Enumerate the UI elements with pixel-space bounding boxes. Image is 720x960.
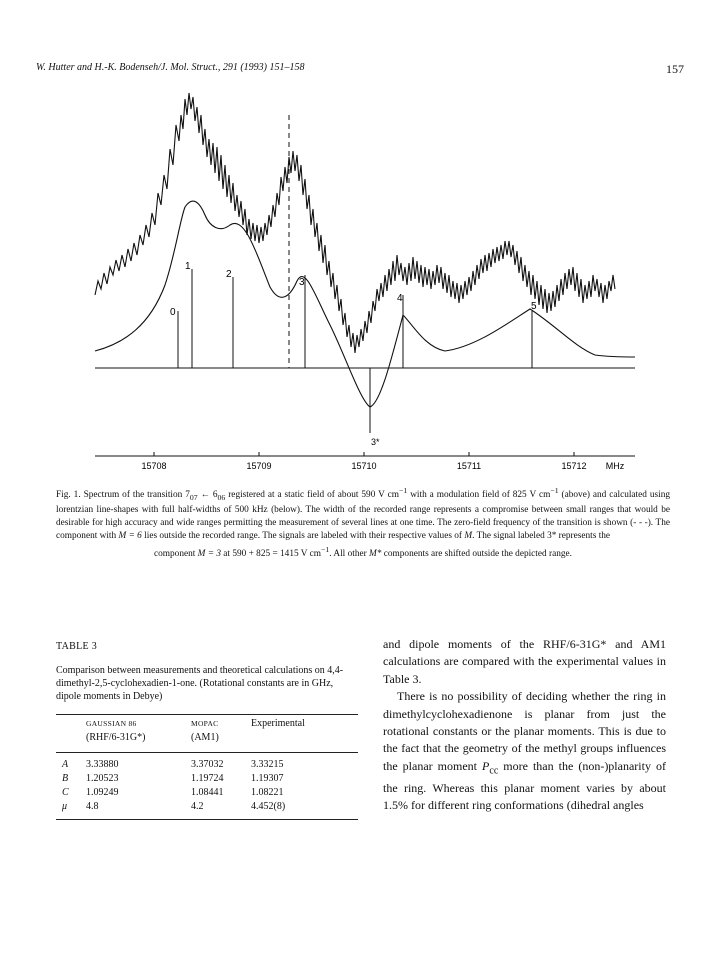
axis-tick-label-15712: 15712 <box>561 461 587 471</box>
comparison-table <box>56 718 358 820</box>
table-row: B 1.20523 1.19724 1.19307 <box>62 773 284 784</box>
spectrum-figure <box>85 85 645 475</box>
axis-tick-label-15710: 15710 <box>351 461 377 471</box>
body-paragraph-2: There is no possibility of deciding whether the ring in dimethylcyclohexadienone is planar from just the rotational constants or the planar moments. This is due to the fact that the geometry of the methyl groups influences the planar moment $P_{cc}$ more than the (non-)planarity of the ring. Whereas this planar moment varies by about 1.5% for different ring conformations (dihedral angles <box>383 689 666 813</box>
stick-label-5: 5 <box>531 301 537 312</box>
stick-label-3: 3 <box>299 277 305 288</box>
table-header-gaussian: GAUSSIAN 86 <box>86 719 137 728</box>
stick-label-2: 2 <box>226 269 232 280</box>
axis-tick-label-15711: 15711 <box>456 461 482 471</box>
stick-label-3star: 3* <box>371 437 380 447</box>
running-header <box>36 62 684 78</box>
axis-tick-label-15708: 15708 <box>141 461 167 471</box>
stick-label-0: 0 <box>170 307 176 318</box>
page-number: 157 <box>666 62 684 76</box>
table-description: Comparison between measurements and theoretical calculations on 4,4-dimethyl-2,5-cyclohexadien-1-one. (Rotational constants are in GHz, dipole moments in Debye) <box>56 665 344 702</box>
axis-unit-label: MHz <box>605 461 625 471</box>
axis-tick-label-15709: 15709 <box>246 461 272 471</box>
table-header-row-2: (RHF/6-31G*) (AM1) <box>86 732 219 743</box>
table-top-rule <box>56 714 358 715</box>
stick-label-4: 4 <box>397 293 403 304</box>
table-row: A 3.33880 3.37032 3.33215 <box>62 759 284 770</box>
running-head: W. Hutter and H.-K. Bodenseh/J. Mol. Struct., 291 (1993) 151–158 <box>36 62 305 73</box>
table-header-experimental: Experimental <box>251 718 305 729</box>
calculated-curve <box>95 201 635 407</box>
table-row: μ 4.8 4.2 4.452(8) <box>62 801 286 812</box>
body-text-column <box>383 636 666 814</box>
body-paragraph-1: and dipole moments of the RHF/6-31G* and AM1 calculations are compared with the experimental values in Table 3. <box>383 637 666 686</box>
table-header-mopac: MOPAC <box>191 719 219 728</box>
stick-label-1: 1 <box>185 261 191 272</box>
figure-caption: Fig. 1. Spectrum of the transition $7_{07}$ ← $6_{06}$ registered at a static field of about 590 V $cm^{-1}$ with a modulation field of 825 V $cm^{-1}$ (above) and calculated using lorentzian line-shapes with full half-widths of 500 kHz (below). The width of the recorded range represents a compromise between small ranges that would be desirable for high accuracy and wide ranges permitting the measurement of several lines at one time. The zero-field frequency of the transition is shown (- - -). The component with M = 6 lies outside the recorded range. The signals are labeled with their respective values of M. The signal labeled 3* represents the component M = 3 at 590 + 825 = 1415 V $cm^{-1}$. All other M* components are shifted outside the depicted range. <box>56 486 671 560</box>
table-title: TABLE 3 <box>56 641 98 652</box>
table-header-row <box>56 718 358 732</box>
table-row: C 1.09249 1.08441 1.08221 <box>62 787 284 798</box>
